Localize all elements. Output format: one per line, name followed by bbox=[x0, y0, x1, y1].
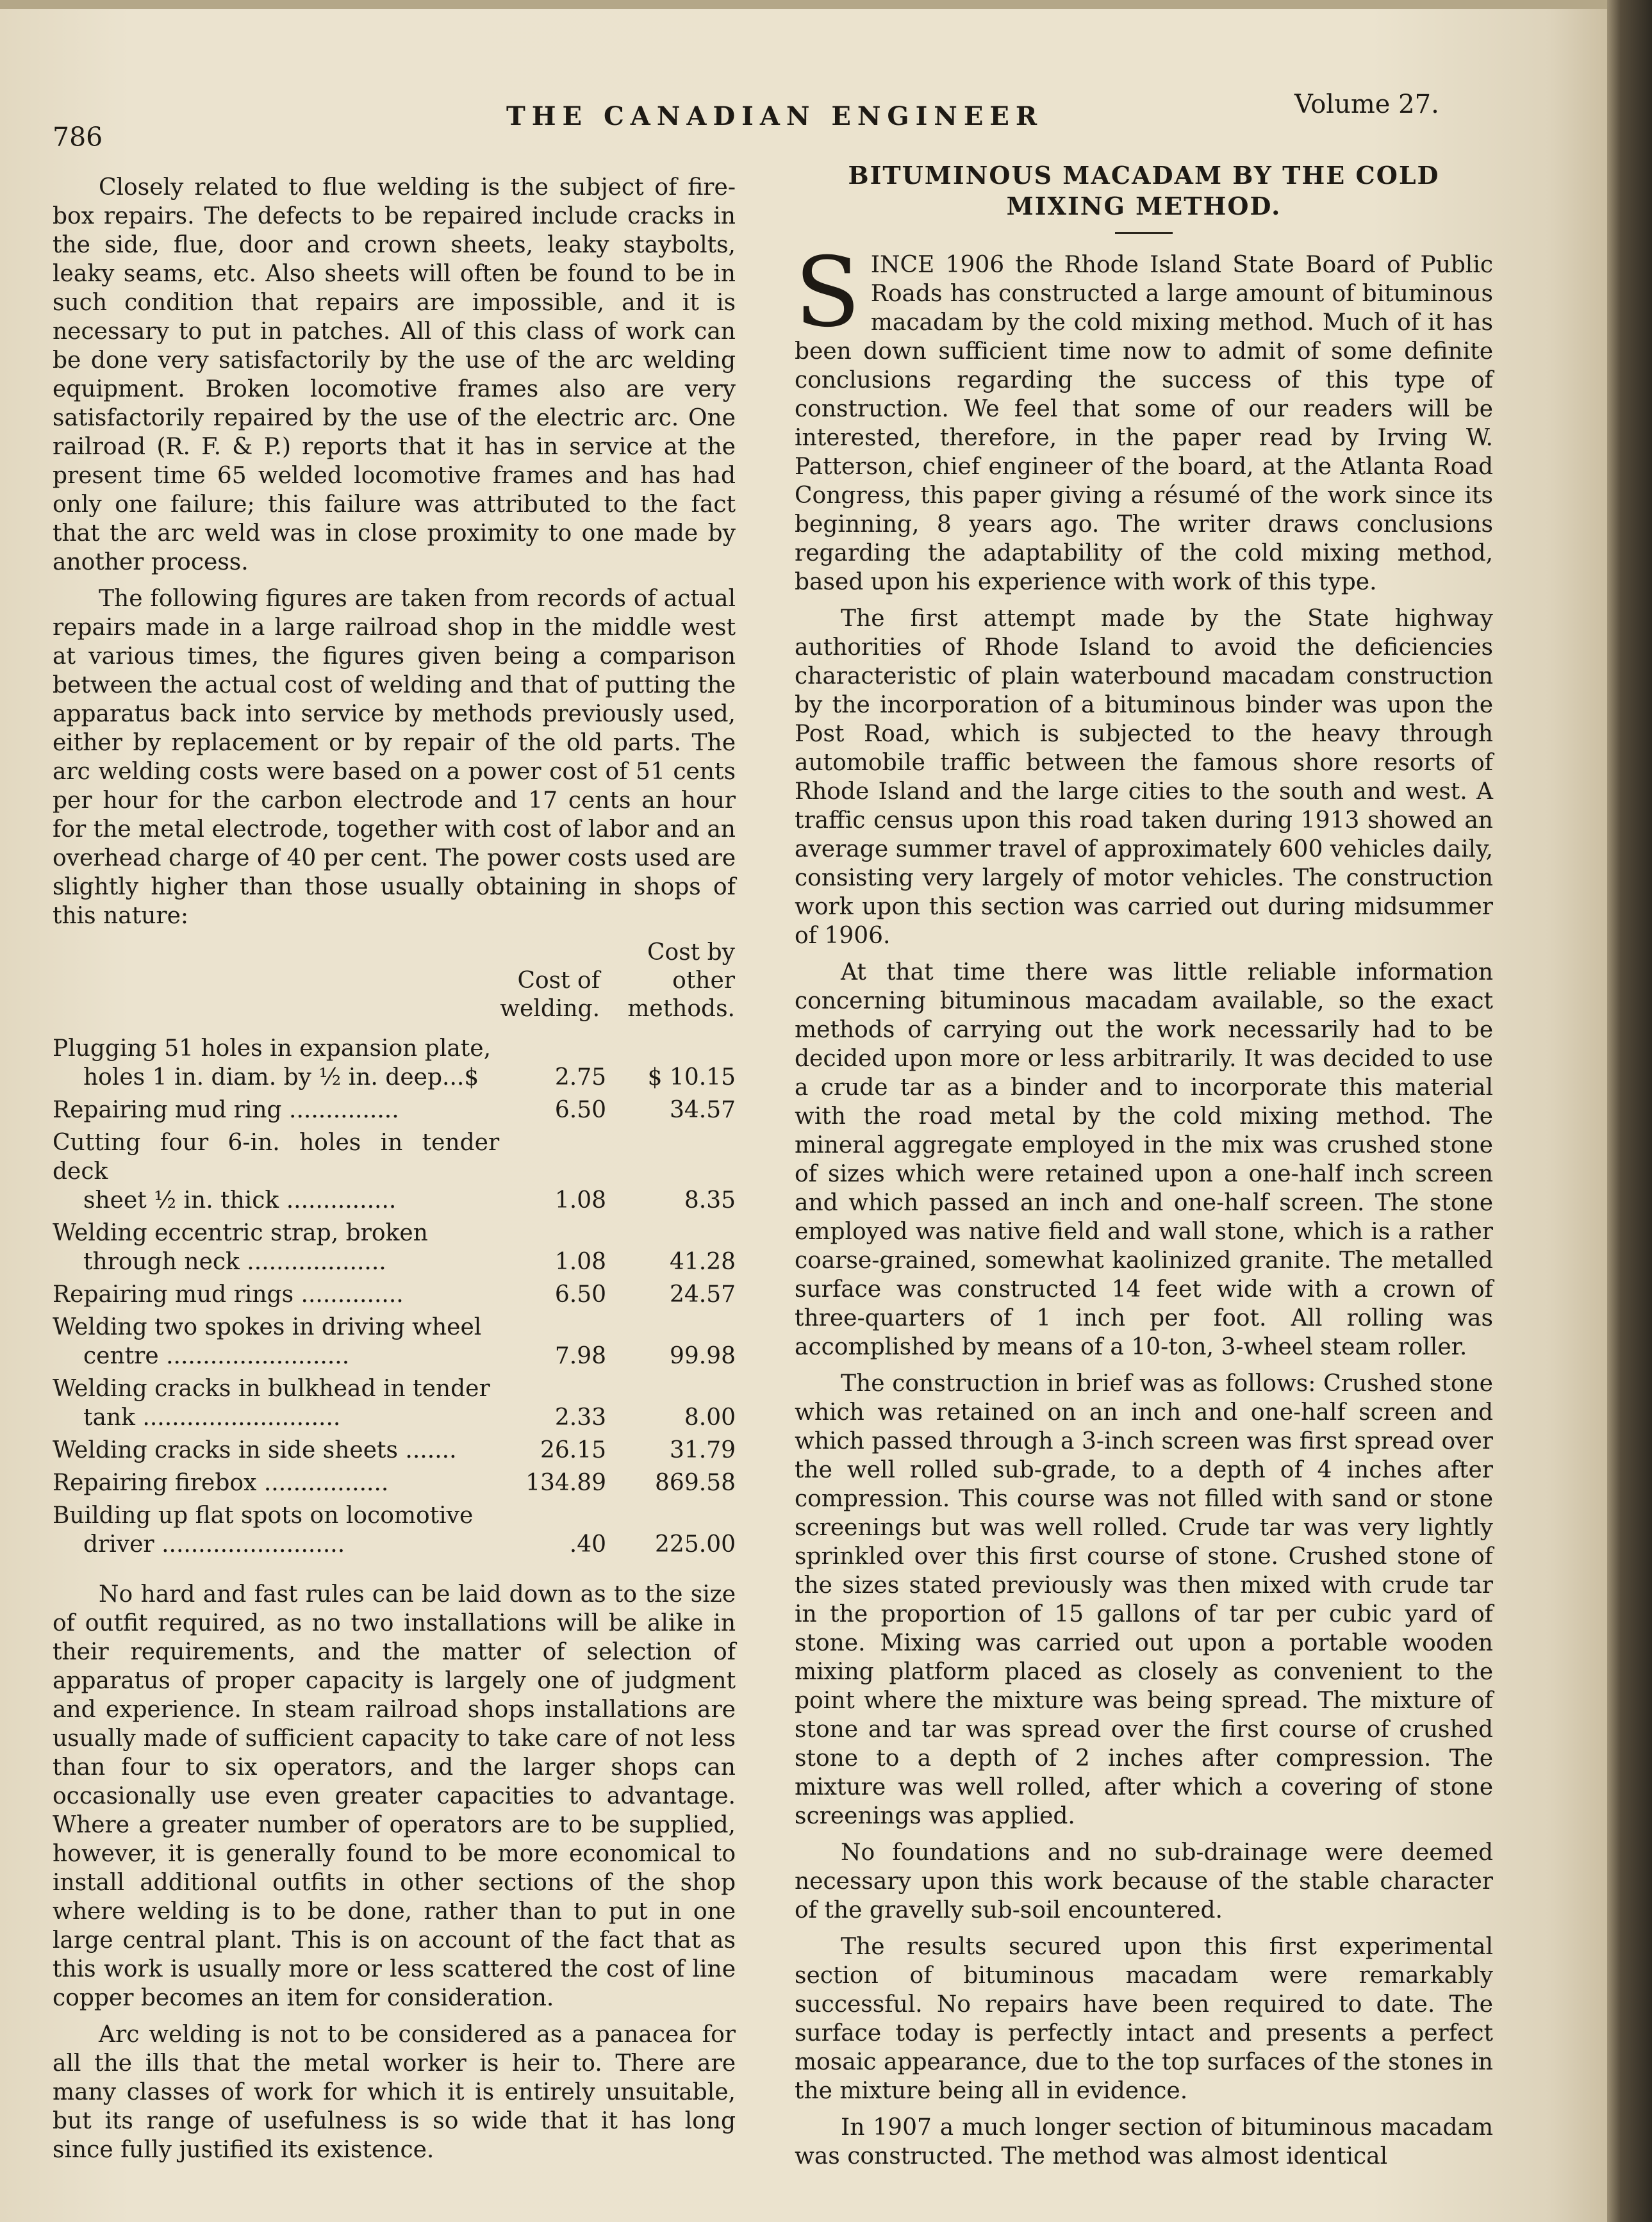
repair-item-line-1: Building up flat spots on locomotive bbox=[53, 1502, 474, 1529]
other-method-cost: 41.28 bbox=[669, 1249, 736, 1275]
other-method-cost: 8.35 bbox=[684, 1187, 736, 1214]
right-paragraph-1-text: INCE 1906 the Rhode Island State Board of Public Roads has constructed a large amount of bituminous macadam by the cold mixing method. Much of it has been down sufficient time now to admit of some definite conclusions regarding the success of this type of construction. We feel that some of our readers will be interested, therefore, in the paper read by Irving W. Patterson, chief engineer of the board, at the Atlanta Road Congress, this paper giving a résumé of the work since its beginning, 8 years ago. The writer draws conclusions regarding the adaptability of the cold mixing method, based upon his experience with work of this type. bbox=[795, 252, 1493, 595]
right-paragraph-3: At that time there was little reliable information concerning bituminous macadam available, so the exact methods of carrying out the work necessarily had to be decided upon more or less arbitrarily. It was decided to use a crude tar as a binder and to incorporate this material with the road metal by the cold mixing method. The mineral aggregate employed in the mix was crushed stone of sizes which were retained upon a one-half inch screen and which passed an inch and one-half screen. The stone employed was native field and wall stone, which is a rather coarse-grained, somewhat kaolinized granite. The metalled surface was constructed 14 feet wide with a crown of three-quarters of 1 inch per foot. All rolling was accomplished by means of a 10-ton, 3-wheel steam roller. bbox=[795, 959, 1493, 1360]
other-method-cost: 31.79 bbox=[669, 1437, 736, 1463]
cost-comparison-table bbox=[53, 938, 736, 1561]
running-header bbox=[0, 83, 1615, 160]
welding-cost: 6.50 bbox=[554, 1281, 607, 1308]
table-body bbox=[53, 1032, 736, 1561]
cost-of-welding-header: Cost of welding. bbox=[500, 967, 600, 1022]
repair-item-line-2: sheet ½ in. thick ............... bbox=[83, 1187, 397, 1214]
right-paragraph-1 bbox=[795, 237, 1493, 597]
other-method-cost: 34.57 bbox=[669, 1097, 736, 1123]
page-number: 786 bbox=[53, 122, 103, 152]
table-row bbox=[53, 1467, 736, 1499]
table-row bbox=[53, 1372, 736, 1434]
repair-item-line-1: Plugging 51 holes in expansion plate, bbox=[53, 1035, 491, 1062]
repair-item-line-2: centre ......................... bbox=[83, 1343, 350, 1369]
repair-item-line-1: Repairing mud rings .............. bbox=[53, 1281, 404, 1308]
repair-item-line-2: tank ........................... bbox=[83, 1404, 341, 1431]
repair-item bbox=[53, 1032, 499, 1094]
welding-cost: .40 bbox=[569, 1531, 607, 1558]
table-row bbox=[53, 1094, 736, 1126]
welding-cost: 7.98 bbox=[554, 1343, 607, 1369]
right-paragraph-7: In 1907 a much longer section of bituminous macadam was constructed. The method was almost identical bbox=[795, 2114, 1493, 2169]
right-paragraph-4: The construction in brief was as follows: Crushed stone which was retained on an inch and one-half screen and which passed through a 3-inch screen was first spread over the well rolled sub-grade, to a depth of 4 inches after compression. This course was not filled with sand or stone screenings but was well rolled. Crude tar was very lightly sprinkled over this first course of stone. Crushed stone of the sizes stated previously was then mixed with crude tar in the proportion of 15 gallons of tar per cubic yard of stone. Mixing was carried out upon a portable wooden mixing platform placed as closely as convenient to the point where the mixture was being spread. The mixture of stone and tar was spread over the first course of crushed stone to a depth of 2 inches after compression. The mixture was well rolled, after which a covering of stone screenings was applied. bbox=[795, 1370, 1493, 1829]
welding-cost: 26.15 bbox=[540, 1437, 607, 1463]
repair-item-line-1: Welding two spokes in driving wheel bbox=[53, 1314, 482, 1340]
repair-item-line-1: Welding cracks in side sheets ....... bbox=[53, 1437, 457, 1463]
other-method-cost: 225.00 bbox=[655, 1531, 736, 1558]
article-title: BITUMINOUS MACADAM BY THE COLD MIXING METHOD. bbox=[848, 161, 1440, 220]
repair-item-line-2: driver ......................... bbox=[83, 1531, 345, 1558]
table-row bbox=[53, 1499, 736, 1561]
welding-cost: 2.75 bbox=[554, 1064, 607, 1090]
other-method-cost: 24.57 bbox=[669, 1281, 736, 1308]
repair-item bbox=[53, 1278, 499, 1311]
table-header-row bbox=[53, 938, 736, 1032]
repair-item-line-2: holes 1 in. diam. by ½ in. deep...$ bbox=[83, 1064, 479, 1090]
repair-item bbox=[53, 1217, 499, 1278]
other-method-cost: 869.58 bbox=[655, 1470, 736, 1496]
welding-cost: 2.33 bbox=[554, 1404, 607, 1431]
repair-item bbox=[53, 1094, 499, 1126]
journal-title: THE CANADIAN ENGINEER bbox=[506, 101, 1044, 131]
welding-cost: 1.08 bbox=[554, 1249, 607, 1275]
right-paragraph-6: The results secured upon this first experimental section of bituminous macadam were remarkably successful. No repairs have been required to date. The surface today is perfectly intact and presents a perfect mosaic appearance, due to the top surfaces of the stones in the mixture being all in evidence. bbox=[795, 1934, 1493, 2104]
repair-item bbox=[53, 1467, 499, 1499]
welding-cost: 134.89 bbox=[525, 1470, 607, 1496]
repair-item-line-1: Welding cracks in bulkhead in tender bbox=[53, 1376, 490, 1402]
repair-item-line-1: Welding eccentric strap, broken bbox=[53, 1220, 428, 1246]
left-paragraph-2: The following figures are taken from records of actual repairs made in a large railroad shop in the middle west at various times, the figures given being a comparison between the actual cost of welding and that of putting the apparatus back into service by methods previously used, either by replacement or by repair of the old parts. The arc welding costs were based on a power cost of 51 cents per hour for the carbon electrode and 17 cents an hour for the metal electrode, together with cost of labor and an overhead charge of 40 per cent. The power costs used are slightly higher than those usually obtaining in shops of this nature: bbox=[53, 586, 736, 929]
other-method-cost: 8.00 bbox=[684, 1404, 736, 1431]
left-paragraph-3: No hard and fast rules can be laid down as to the size of outfit required, as no two installations will be alike in their requirements, and the matter of selection of apparatus of proper capacity is largely one of judgment and experience. In steam railroad shops installations are usually made of sufficient capacity to take care of not less than four to six operators, and the larger shops can occasionally use even greater capacities to advantage. Where a greater number of operators are to be supplied, however, it is generally found to be more economical to install additional outfits in other sections of the shop where welding is to be done, rather than to put in one large central plant. This is on account of the fact that as this work is usually more or less scattered the cost of line copper becomes an item for consideration. bbox=[53, 1581, 736, 2011]
table-row bbox=[53, 1217, 736, 1278]
repair-item-line-2: through neck ................... bbox=[83, 1249, 386, 1275]
other-method-cost: $ 10.15 bbox=[647, 1064, 736, 1090]
repair-item bbox=[53, 1499, 499, 1561]
right-column bbox=[795, 160, 1493, 2178]
repair-item-line-1: Cutting four 6-in. holes in tender deck bbox=[53, 1130, 500, 1185]
book-binding bbox=[1607, 0, 1652, 2222]
repair-item bbox=[53, 1126, 499, 1217]
right-paragraph-2: The first attempt made by the State highway authorities of Rhode Island to avoid the deficiencies characteristic of plain waterbound macadam construction by the incorporation of a bituminous binder was upon the Post Road, which is subjected to the heavy through automobile traffic between the famous shore resorts of Rhode Island and the large cities to the south and west. A traffic census upon this road taken during 1913 showed an average summer travel of approximately 600 vehicles daily, consisting very largely of motor vehicles. The construction work upon this section was carried out during midsummer of 1906. bbox=[795, 605, 1493, 949]
welding-cost: 6.50 bbox=[554, 1097, 607, 1123]
table-row bbox=[53, 1278, 736, 1311]
top-edge bbox=[0, 0, 1615, 9]
other-method-cost: 99.98 bbox=[669, 1343, 736, 1369]
right-paragraph-5: No foundations and no sub-drainage were deemed necessary upon this work because of the stable character of the gravelly sub-soil encountered. bbox=[795, 1839, 1493, 1923]
left-paragraph-4: Arc welding is not to be considered as a panacea for all the ills that the metal worker is heir to. There are many classes of work for which it is entirely unsuitable, but its range of usefulness is so wide that it has long since fully justified its existence. bbox=[53, 2021, 736, 2163]
volume-label: Volume 27. bbox=[1294, 90, 1439, 119]
welding-cost: 1.08 bbox=[554, 1187, 607, 1214]
repair-item bbox=[53, 1372, 499, 1434]
table-row bbox=[53, 1126, 736, 1217]
left-paragraph-1: Closely related to flue welding is the subject of fire-box repairs. The defects to be repaired include cracks in the side, flue, door and crown sheets, leaky staybolts, leaky seams, etc. Also sheets will often be found to be in such condition that repairs are impossible, and it is necessary to put in patches. All of this class of work can be done very satisfactorily by the use of the arc welding equipment. Broken locomotive frames also are very satisfactorily repaired by the use of the electric arc. One railroad (R. F. & P.) reports that it has in service at the present time 65 welded locomotive frames and has had only one failure; this failure was attributed to the fact that the arc weld was in close proximity to one made by another process. bbox=[53, 174, 736, 575]
repair-item-line-1: Repairing firebox ................. bbox=[53, 1470, 389, 1496]
drop-cap: S bbox=[795, 237, 861, 349]
table-row bbox=[53, 1032, 736, 1094]
table-row bbox=[53, 1434, 736, 1467]
repair-item bbox=[53, 1311, 499, 1372]
repair-item-line-1: Repairing mud ring ............... bbox=[53, 1097, 399, 1123]
repair-item bbox=[53, 1434, 499, 1467]
cost-other-methods-header: Cost by other methods. bbox=[627, 939, 735, 1022]
left-column bbox=[53, 173, 736, 2172]
title-rule bbox=[1115, 232, 1173, 234]
table-row bbox=[53, 1311, 736, 1372]
